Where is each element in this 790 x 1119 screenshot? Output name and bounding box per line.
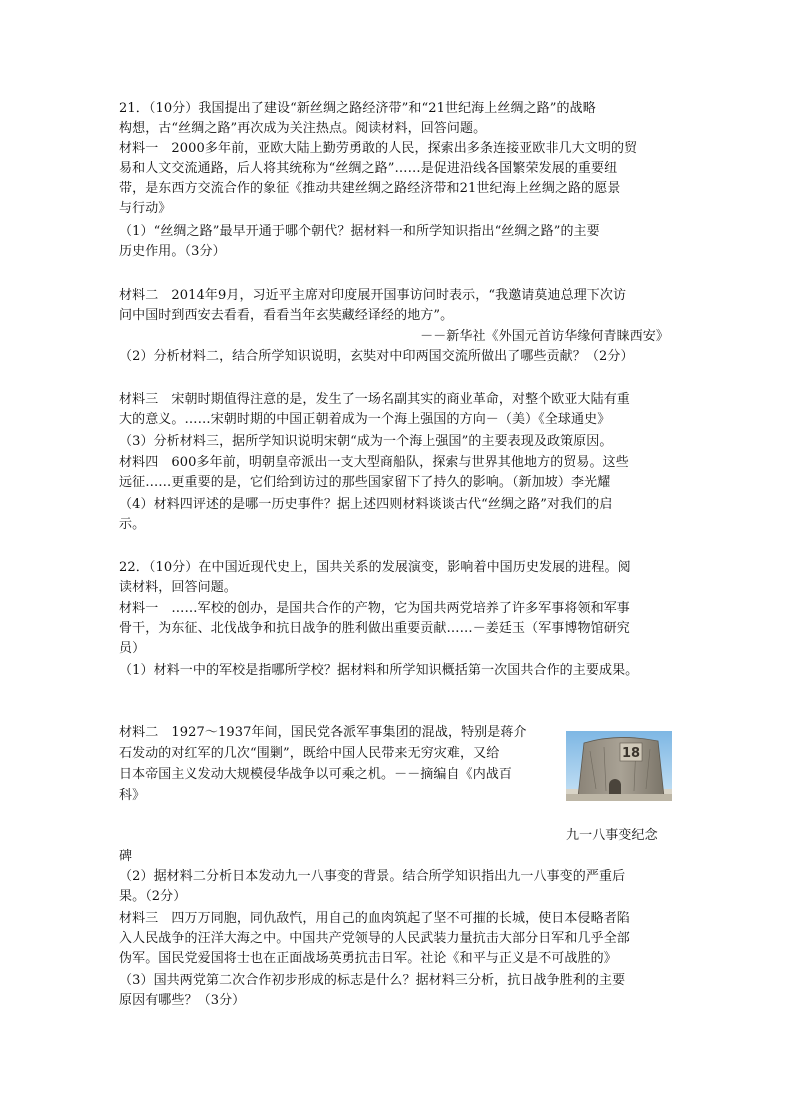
q21-material-1: 材料一 2000多年前，亚欧大陆上勤劳勇敢的人民，探索出多条连接亚欧非几大文明的贸 — [119, 141, 638, 156]
q21-material-2: 材料二 2014年9月，习近平主席对印度展开国事访问时表示，“我邀请莫迪总理下次访 — [119, 288, 627, 303]
q21-material-3: 材料三 宋朝时期值得注意的是，发生了一场名副其实的商业革命，对整个欧亚大陆有重 — [119, 392, 630, 407]
q21-question-2: （2）分析材料二，结合所学知识说明，玄奘对中印两国交流所做出了哪些贡献？（2分） — [119, 349, 634, 364]
q21-material-3-cont: 大的意义。……宋朝时期的中国正朝着成为一个海上强国的方向－（美）《全球通史》 — [119, 412, 611, 427]
photo-caption: 九一八事变纪念 — [566, 828, 658, 843]
monument-mark: 18 — [621, 746, 641, 761]
q21-question-1-cont: 历史作用。（3分） — [119, 244, 226, 259]
q21-question-4: （4）材料四评述的是哪一历史事件？据上述四则材料谈谈古代“丝绸之路”对我们的启 — [119, 497, 613, 512]
q22-question-2: （2）据材料二分析日本发动九一八事变的背景。结合所学知识指出九一八事变的严重后 — [119, 869, 626, 884]
q22-material-2-cont: 石发动的对红军的几次“围剿”，既给中国人民带来无穷灾难，又给 — [119, 746, 500, 761]
q22-question-2-cont: 果。（2分） — [119, 889, 187, 904]
q21-material-4-cont: 远征……更重要的是，它们给到访过的那些国家留下了持久的影响。（新加坡）李光耀 — [119, 475, 611, 490]
q22-material-3: 材料三 四万万同胞，同仇敌忾，用自己的血肉筑起了坚不可摧的长城，使日本侵略者陷 — [119, 911, 630, 926]
q21-material-2-cont: 问中国时到西安去看看，看看当年玄奘藏经译经的地方”。 — [119, 308, 454, 323]
q22-material-2-source: 科》 — [119, 788, 146, 803]
q21-intro: 21．（10分）我国提出了建设“新丝绸之路经济带”和“21世纪海上丝绸之路”的战略 — [119, 101, 596, 116]
photo-caption-cont: 碑 — [119, 849, 133, 864]
q21-question-4-cont: 示。 — [119, 517, 146, 532]
monument-illustration — [566, 731, 672, 801]
q22-intro: 22．（10分）在中国近现代史上，国共关系的发展演变，影响着中国历史发展的进程。阅 — [119, 560, 631, 575]
monument-photo — [566, 731, 672, 801]
q22-material-1-cont: 骨干，为东征、北伐战争和抗日战争的胜利做出重要贡献……－姜廷玉（军事博物馆研究 — [119, 621, 630, 636]
q21-material-2-source: －－新华社《外国元首访华缘何青睐西安》 — [420, 329, 669, 344]
q21-material-1-source: 与行动》 — [119, 201, 172, 216]
q22-material-3-cont: 入人民战争的汪洋大海之中。中国共产党领导的人民武装力量抗击大部分日军和几乎全部 — [119, 931, 630, 946]
q21-material-1-cont: 带，是东西方交流合作的象征《推动共建丝绸之路经济带和21世纪海上丝绸之路的愿景 — [119, 181, 621, 196]
q21-question-3: （3）分析材料三，据所学知识说明宋朝“成为一个海上强国”的主要表现及政策原因。 — [119, 434, 613, 449]
q22-question-3-cont: 原因有哪些？（3分） — [119, 993, 246, 1008]
q21-material-1-cont: 易和人文交流通路，后人将其统称为“丝绸之路”……是促进沿线各国繁荣发展的重要纽 — [119, 161, 618, 176]
q22-intro-cont: 读材料，回答问题。 — [119, 580, 237, 595]
q21-material-4: 材料四 600多年前，明朝皇帝派出一支大型商船队，探索与世界其他地方的贸易。这些 — [119, 455, 629, 470]
q22-material-2-cont: 日本帝国主义发动大规模侵华战争以可乘之机。－－摘编自《内战百 — [119, 767, 513, 782]
q22-question-3: （3）国共两党第二次合作初步形成的标志是什么？据材料三分析，抗日战争胜利的主要 — [119, 973, 626, 988]
q22-material-1-cont: 员） — [119, 641, 146, 656]
q22-material-3-cont: 伪军。国民党爱国将士也在正面战场英勇抗击日军。社论《和平与正义是不可战胜的》 — [119, 951, 617, 966]
q21-question-1: （1）“丝绸之路”最早开通于哪个朝代？据材料一和所学知识指出“丝绸之路”的主要 — [119, 224, 600, 239]
q21-intro-cont: 构想，古“丝绸之路”再次成为关注热点。阅读材料，回答问题。 — [119, 121, 487, 136]
q22-question-1: （1）材料一中的军校是指哪所学校？据材料和所学知识概括第一次国共合作的主要成果。 — [119, 663, 639, 678]
q22-material-1: 材料一 ……军校的创办，是国共合作的产物，它为国共两党培养了许多军事将领和军事 — [119, 601, 630, 616]
q22-material-2: 材料二 1927～1937年间，国民党各派军事集团的混战，特别是蒋介 — [119, 725, 527, 740]
